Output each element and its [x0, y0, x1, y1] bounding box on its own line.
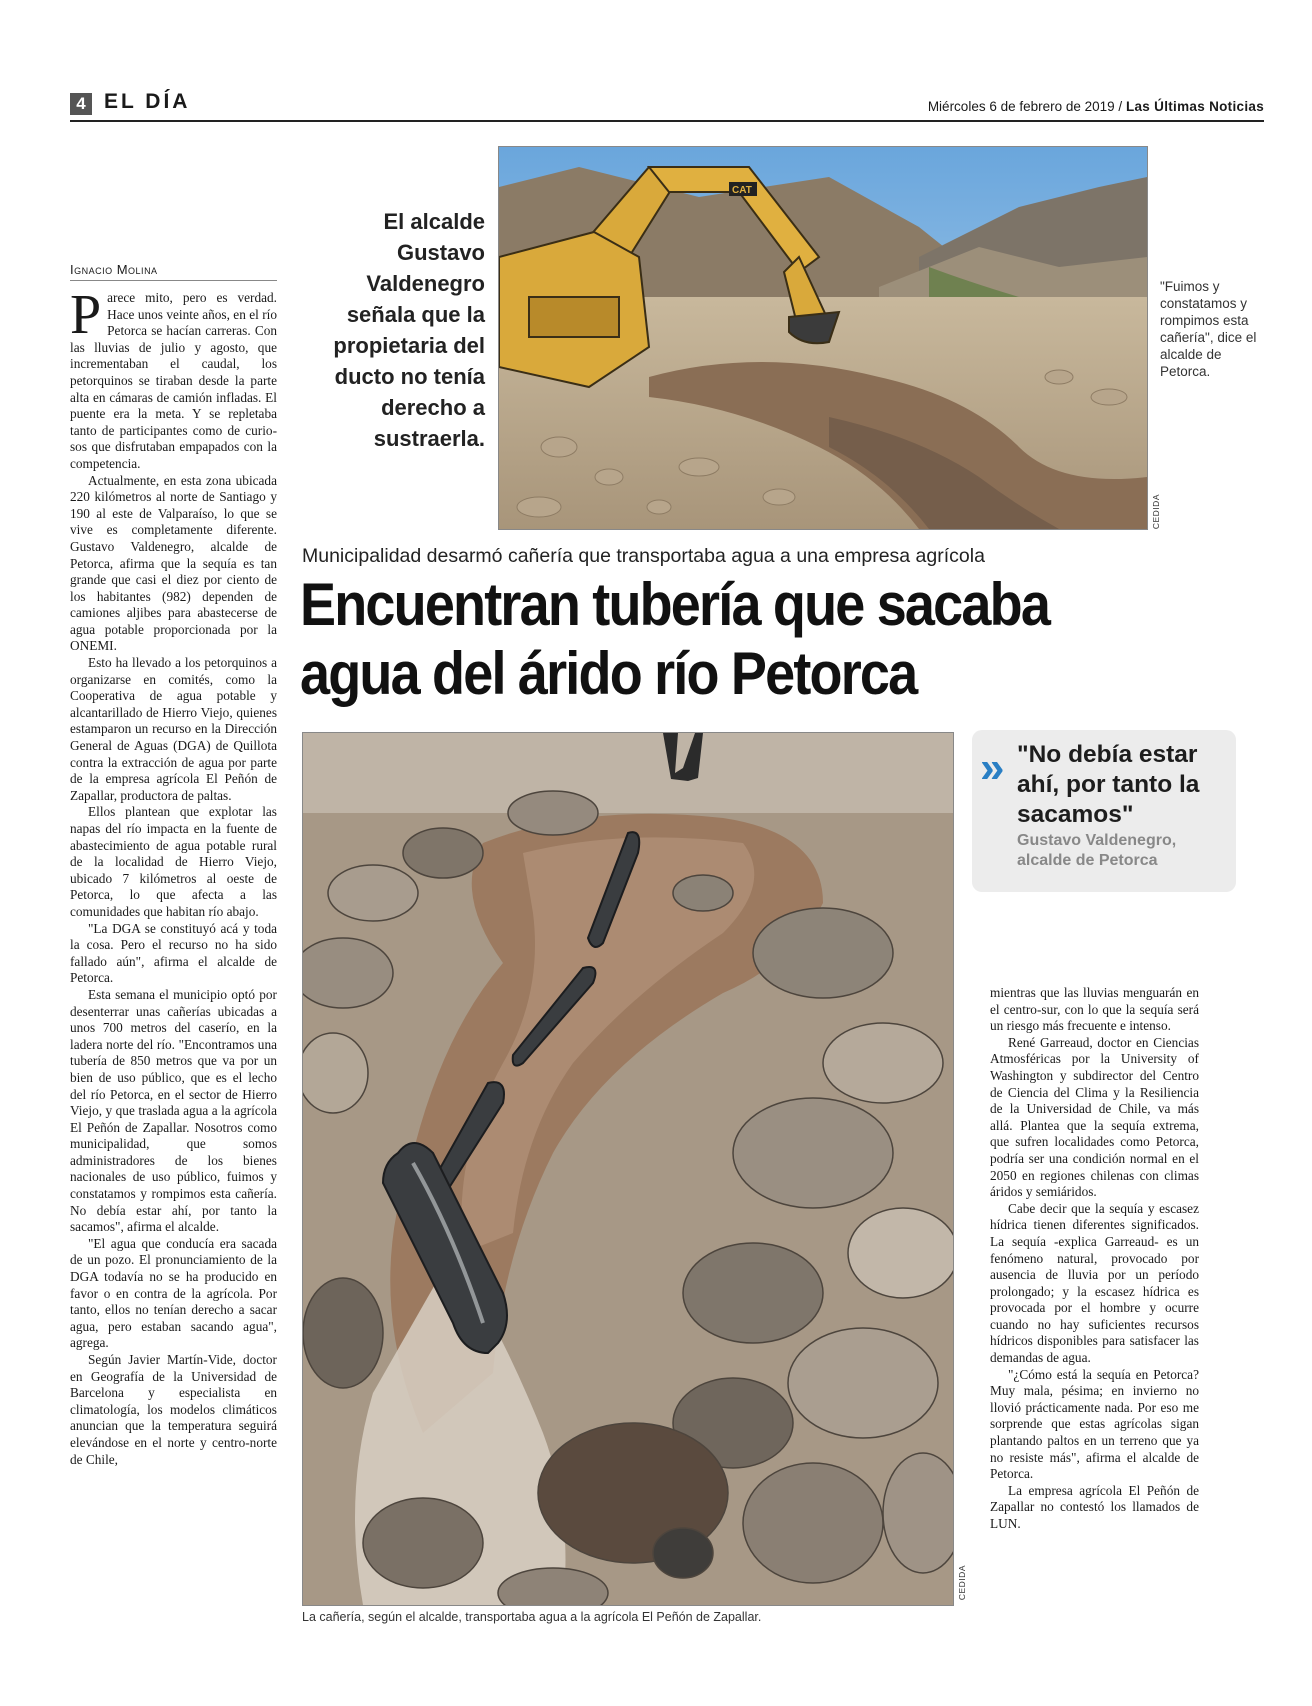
photo-credit-top: CEDIDA	[1151, 494, 1161, 530]
quote-author: Gustavo Valdenegro, alcalde de Petorca	[1017, 832, 1177, 869]
paragraph: Cabe decir que la sequía y escasez hídrica tienen diferentes significados. La sequía -explica Garreaud- es un fenómeno natural, provocado por ausencia de lluvia por un período prolongado; y la escasez hídrica es provocada por el hombre y ocurre cuando no hay suficientes recursos hídricos disponibles para satisfacer las demandas de agua.	[990, 1200, 1199, 1366]
quote-text: "No debía estar ahí, por tanto la sacamos"	[1017, 741, 1200, 828]
main-photo-caption: La cañería, según el alcalde, transportaba agua a la agrícola El Peñón de Zapallar.	[302, 1610, 762, 1624]
headline	[300, 570, 1110, 708]
headline-line: Encuentran tubería que sacaba	[300, 571, 1050, 638]
paragraph: La empresa agrícola El Peñón de Zapallar no contestó los llamados de LUN.	[990, 1482, 1199, 1531]
header-date: Miércoles 6 de febrero de 2019 /	[927, 99, 1123, 114]
paragraph: mientras que las lluvias menguarán en el centro-sur, con lo que la sequía será un riesgo más frecuente e intenso.	[990, 985, 1199, 1034]
photo-credit-main: CEDIDA	[957, 1565, 967, 1601]
paragraph: Esto ha llevado a los petorquinos a organizarse en comités, como la Cooperativa de agua potable y alcantarillado de Hierro Viejo, quienes estamparon un recurso en la Dirección General de Aguas (DGA) de Quillota contra la extracción de agua por parte de la empresa agrícola El Peñón de Zapallar, productora de paltas.	[70, 655, 277, 803]
publication-name: Las Últimas Noticias	[1125, 99, 1264, 114]
paragraph: Actualmente, en esta zona ubicada 220 kilómetros al norte de Santiago y 190 al este de Valparaíso, lo que se vive es completamente diferente. Gustavo Valdenegro, alcalde de Petorca, afirma que la sequía es tan grande que casi el diez por ciento de los habitantes (982) dependen de camiones aljibes para abastecerse de agua potable proporcionada por la ONEMI.	[70, 472, 277, 654]
pull-quote: El alcalde Gustavo Valdenegro señala que la propietaria del ducto no tenía derecho a sustraerla.	[333, 209, 485, 451]
cat-logo-text: CAT	[732, 185, 752, 196]
header-dateline	[928, 99, 1264, 114]
pipe-photo-illustration	[303, 733, 953, 1605]
headline-line: agua del árido río Petorca	[300, 640, 917, 707]
paragraph: "¿Cómo está la sequía en Petorca? Muy mala, pésima; en invierno no llovió prácticamente nada. Por eso me sorprende que estas agrícolas sigan plantando paltos en un terreno que ya no resiste más", afirma el alcalde de Petorca.	[990, 1366, 1199, 1482]
top-photo-caption: "Fuimos y constatamos y rompimos esta cañería", dice el alcalde de Petorca.	[1160, 279, 1257, 379]
header-rule	[70, 120, 1264, 122]
paragraph: "La DGA se constituyó acá y toda la cosa. Pero el recurso no ha sido fallado aún", afirma el alcalde de Petorca.	[70, 920, 277, 986]
excavator-photo-illustration	[499, 147, 1147, 529]
byline: Ignacio Molina	[70, 262, 277, 281]
kicker: Municipalidad desarmó cañería que transportaba agua a una empresa agrícola	[302, 545, 985, 567]
paragraph: René Garreaud, doctor en Ciencias Atmosféricas por la University of Washington y subdirector del Centro de Ciencia del Clima y la Resiliencia de la Universidad de Chile, va más allá. Plantea que la sequía extrema, que sufren localidades como Petorca, podría ser una condición normal en el 2050 en regiones chilenas con climas áridos y semiáridos.	[990, 1034, 1199, 1200]
main-photo-pipe	[302, 732, 954, 1606]
article-column-left	[70, 290, 277, 1650]
top-photo-excavator	[498, 146, 1148, 530]
paragraph-text: arece mito, pero es verdad. Hace unos veinte años, en el río Petorca se hacían carreras. Con las lluvias de julio y agosto, que incrementaban el caudal, los petorquinos se tiraban desde la parte alta en cámaras de camión infladas. El puente era la meta. Y se repletaba tanto de participantes como de curiosos que disfrutaban empapados con la competencia.	[70, 290, 277, 471]
paragraph: Ellos plantean que explotar las napas del río impacta en la fuente de abastecimiento de agua potable rural de la localidad de Hierro Viejo, ubicado 7 kilómetros al oeste de Petorca, lo que afecta a las comunidades que habitan río abajo.	[70, 804, 277, 919]
section-name: EL DÍA	[104, 90, 191, 113]
paragraph: Esta semana el municipio optó por desenterrar unas cañerías ubicadas a unos 700 metros del caserío, en la ladera norte del río. "Encontramos una tubería de 850 metros que va por un bien de uso público, que es el lecho del río Petorca, en el sector de Hierro Viejo, y que traslada agua a la agrícola El Peñón de Zapallar. Nosotros como municipalidad, que somos administradores de los bienes nacionales de uso público, fuimos y constatamos y rompimos esta cañería. No debía estar ahí, por tanto la sacamos", afirma el alcalde.	[70, 986, 277, 1235]
paragraph: Según Javier Martín-Vide, doctor en Geografía de la Universidad de Barcelona y especialista en climatología, los modelos climáticos anuncian que la temperatura seguirá elevándose en el norte y centro-norte de Chile,	[70, 1352, 277, 1467]
quote-chevron-icon: »	[980, 743, 1005, 792]
drop-cap: P	[70, 290, 102, 346]
paragraph: "El agua que conducía era sacada de un pozo. El pronunciamiento de la DGA todavía no se ha producido en favor o en contra de la agrícola. Por tanto, ellos no tenían derecho a sacar agua, pero estaban sacando agua", agrega.	[70, 1235, 277, 1351]
paragraph	[70, 290, 277, 473]
page-number: 4	[70, 93, 92, 115]
article-column-right	[990, 985, 1199, 1655]
